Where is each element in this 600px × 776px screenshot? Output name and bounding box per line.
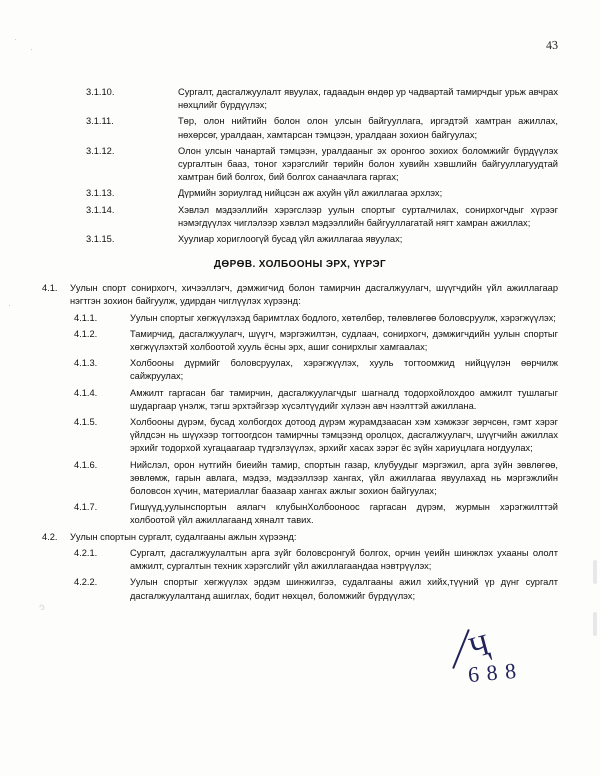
clause-row — [42, 501, 558, 527]
clause-text: Уулын спортын сургалт, судалгааны ажлын хүрээнд: — [70, 531, 297, 542]
clause-number: 4.1.6. — [74, 459, 98, 470]
clause-row — [42, 416, 558, 456]
clause-text: Холбооны дүрмийг боловсруулах, хэрэгжүүлэх, хууль тогтоомжид нийцүүлэн өөрчилж сайжруулах; — [130, 358, 558, 382]
clause-number: 4.1.5. — [74, 417, 98, 428]
signature-stroke — [452, 629, 470, 669]
clause-text: Дүрмийн зориулгад нийцсэн аж ахуйн үйл ажиллагаа эрхлэх; — [178, 188, 443, 199]
clause-row — [42, 233, 558, 246]
clause-row — [42, 328, 558, 354]
clause-number: 3.1.15. — [86, 234, 115, 245]
clause-number: 4.1. — [42, 283, 58, 294]
clause-number: 4.2. — [42, 531, 58, 542]
clause-number: 3.1.13. — [86, 188, 115, 199]
clause-row — [42, 115, 558, 141]
clause-text: Уулын спортыг хөгжүүлэхэд баримтлах бодлого, хөтөлбөр, төлөвлөгөө боловсруулж, хэрэгжүүлэх; — [130, 312, 556, 323]
clause-row — [42, 459, 558, 499]
clause-number: 4.1.2. — [74, 328, 98, 339]
clause-row — [42, 576, 558, 602]
clause-text: Хэвлэл мэдээллийн хэрэгслээр уулын спортыг сурталчилах, сонирхогчдыг хүрээг нэмэгдүүлэх чиглэлээр хэвлэл мэдээллийн байгууллагатай нягт хамран ажиллах; — [178, 204, 558, 228]
clause-text: Тамирчид, дасгалжуулагч, шүүгч, мэргэжилтэн, судлаач, сонирхогч, дэмжигчдийн уулын спортыг хөгжүүлэхтэй холбоотой хууль ёсны эрх, ашиг сонирхлыг хамгаалах; — [130, 328, 558, 353]
clause-text: Амжилт гаргасан баг тамирчин, дасгалжуулагчдыг шагналд тодорхойлохдоо амжилт тушлагыг шударгаар үнэлж, тэгш эрхтэйгээр хүсэлтүүдийг хүлээн авч нээлттэй ажиллана. — [130, 387, 558, 411]
clause-text: Гишүүд,уулынспортын аялагч клубынХолбооноос гаргасан дүрэм, журмын хэрэгжилттэй холбоотой үйл ажиллагаанд хяналт тавих. — [130, 502, 558, 526]
scan-artifact-dot: · — [12, 33, 19, 45]
page-edge-shadow — [593, 612, 597, 636]
clause-row — [42, 312, 558, 325]
section-heading: ДӨРӨВ. ХОЛБООНЫ ЭРХ, ҮҮРЭГ — [213, 259, 387, 271]
clause-number: 4.2.1. — [74, 547, 98, 558]
clause-row — [42, 187, 558, 200]
scan-artifact-mark: ᵓ — [35, 600, 50, 616]
clause-row — [42, 204, 558, 230]
clause-number: 4.1.3. — [74, 358, 98, 369]
clause-row — [42, 387, 558, 413]
clause-text: Холбооны дүрэм, бусад холбогдох дотоод дүрэм журамдзаасан хэм хэмжээг зөрчсөн, гэмт хэрэг үйлдсэн нь шүүхээр тогтоогдсон тамирчны тэмцээнд оролцох, дасгалжуулагч, шүүгчийн ажиллах эрхийг тодорхой хугацаагаар түдгэлзүүлэх, эрхийг хасах зэрэг ёс зүйн хариуцлага ногдуулах; — [130, 417, 558, 454]
scan-artifact-dot: · — [29, 43, 34, 55]
clause-text: Хуулиар хориглоогүй бусад үйл ажиллагаа явуулах; — [178, 234, 403, 245]
clause-row — [42, 282, 558, 308]
clause-number: 3.1.14. — [86, 204, 115, 215]
clause-row — [42, 357, 558, 383]
clause-row — [42, 531, 558, 544]
clause-number: 3.1.10. — [86, 87, 115, 97]
clause-text: Сургалт, дасгалжуулалт явуулах, гадаадын өндөр ур чадвартай тамирчдыг урьж авчрах нөхцлийг бүрдүүлэх; — [178, 87, 558, 111]
clause-number: 4.1.1. — [74, 312, 98, 323]
page-number: 43 — [545, 37, 559, 53]
signature-number: 6 8 8 — [466, 657, 518, 688]
clause-number: 4.1.7. — [74, 502, 98, 513]
clause-row — [42, 547, 558, 573]
clause-number: 3.1.12. — [86, 145, 115, 156]
clause-row — [42, 86, 558, 112]
document-body — [42, 86, 558, 606]
clause-text: Олон улсын чанартай тэмцээн, уралдааныг эх оронгоо зохиох боломжийг бүрдүүлэх сургалтын бааз, тоног хэрэгслийг төрийн болон хувийн хэвшлийн байгууллагуудтай хамтран бий болгох, бий болгох санаачлага гаргах; — [178, 145, 558, 183]
clause-text: Сургалт, дасгалжуулалтын арга зүйг боловсронгуй болгох, орчин үеийн шинжлэх ухааны ололт амжилт, сургалтын техник хэрэгслийг үйл ажиллагаандаа нэвтрүүлэх; — [130, 547, 558, 572]
scan-artifact-dot: · — [8, 300, 11, 310]
clause-number: 3.1.11. — [86, 116, 114, 127]
signature-mark: Ҷ — [465, 628, 494, 665]
clause-text: Төр, олон нийтийн болон олон улсын байгууллага, иргэдтэй хамтран ажиллах, нөхөрсөг, уралдаан, хамтарсан тэмцээн, уралдаан зохион байгуулах; — [178, 116, 558, 140]
clause-number: 4.1.4. — [74, 387, 98, 398]
clause-text: Уулын спортыг хөгжүүлэх эрдэм шинжилгээ, судалгааны ажил хийх,түүний үр дүнг сургалт дасгалжуулалтанд ашиглах, бодит нөхцөл, боломжийг бүрдүүлэх; — [130, 577, 558, 601]
clause-number: 4.2.2. — [74, 577, 98, 588]
clause-row — [42, 145, 558, 185]
page-edge-shadow — [593, 560, 597, 584]
clause-text: Уулын спорт сонирхогч, хичээллэгч, дэмжигчид болон тамирчин дасгалжуулагч, шүүгчдийн үйл ажиллагаар нэгтгэн зохион байгуулж, удирдан чиглүүлэх хүрээнд: — [70, 283, 558, 307]
clause-text: Нийслэл, орон нутгийн биеийн тамир, спортын газар, клубуудыг мэргэжил, арга зүйн зөвлөгөө, зөвлөмж, гарын авлага, мэдээ, мэдээллээр хангах, үйл ажиллагаа явуулахад нь мэргэжлийн боловсон хүчин, материаллаг баазаар хангах ажлыг зохион байгуулах; — [130, 459, 558, 497]
